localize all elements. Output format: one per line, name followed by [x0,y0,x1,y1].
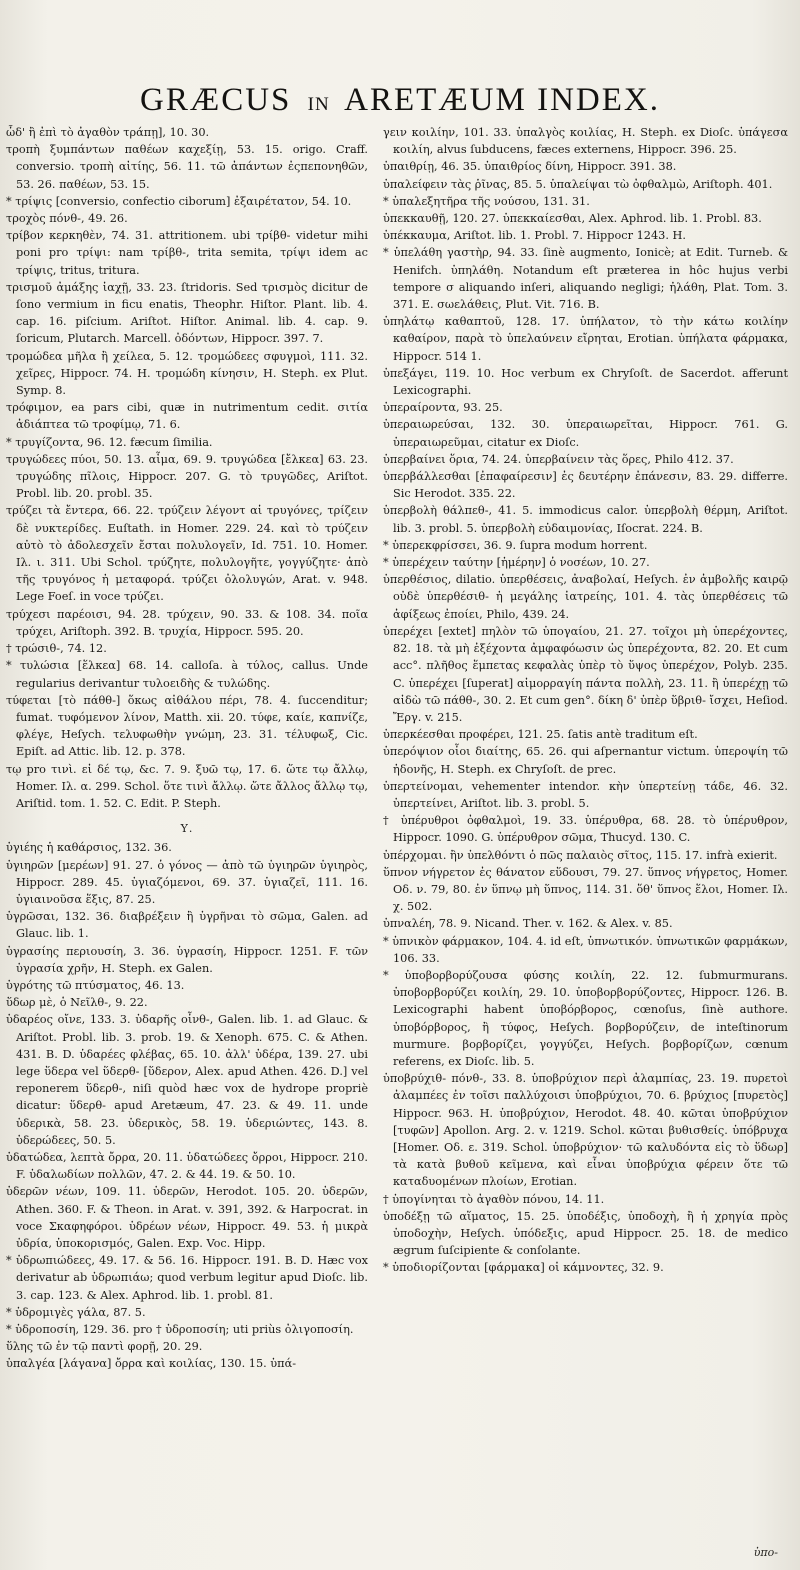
index-entry: * τρυγίζοντα, 96. 12. fæcum ſimilia. [6,435,213,449]
index-entry: ὑπαιθρίῃ, 46. 35. ὑπαιθρίος δίνη, Hippocr. 391. 38. [383,160,677,174]
index-entry: * ὑδρωπιώδεες, 49. 17. & 56. 16. Hippocr. 191. B. D. Hæc vox derivatur ab ὑδρωπιάω; quod verbum legitur apud Dioſc. lib. 3. cap. 123. & Alex. Aphrod. lib. 1. probl. 81. [6,1254,368,1302]
index-entry: ὑγρῶσαι, 132. 36. διαβρέξειν ἢ ὑγρῆναι τὸ σῶμα, Galen. ad Glauc. lib. 1. [6,910,368,941]
index-entry: * ὑπερέχειν ταύτην [ἡμέρην] ὁ νοσέων, 10. 27. [383,556,650,570]
index-entry: ὑπερκέεσθαι προφέρει, 121. 25. ſatis antè traditum eſt. [383,728,698,742]
index-entry: ὑδαρέος οἴνε, 133. 3. ὑδαρῆς οἶνθ-, Galen. lib. 1. ad Glauc. & Ariſtot. Probl. lib. 3. prob. 19. & Xenoph. 675. C. & Athen. 431. B. D. ὑδαρέες φλέβας, 65. 10. ἀλλ' ὑδέρα, 139. 27. ubi lege ὕδερα vel ὕδερθ- [ὕδερον, Alex. apud Athen. 426. D.] vel reponerem ὕδερθ-, niſi quòd hæc vox de hydrope propriè dicatur: ὕδερθ- apud Aretæum, 47. 23. & 49. 11. unde ὑδερικὰ, 58. 23. ὑδερικὸς, 58. 19. ὑδεριώντες, 143. 8. ὑδερώδεες, 50. 5. [6,1013,368,1147]
column-gutter [374,124,375,1534]
index-entry: γειν κοιλίην, 101. 33. ὑπαλγὸς κοιλίας, H. Steph. ex Dioſc. ὑπάγεσα κοιλίη, alvus ſubducens, fæces externens, Hippocr. 396. 25. [383,126,788,157]
index-entry: * τυλώσια [ἕλκεα] 68. 14. calloſa. à τύλος, callus. Unde regularius derivantur τυλοειδὴς & τυλώδης. [6,659,368,690]
index-entry: τρόφιμον, ea pars cibi, quæ in nutrimentum cedit. σιτία ἀδιάπτεα τῶ τροφίμῳ, 71. 6. [6,401,368,432]
index-entry: † ὑπέρυθροι ὀφθαλμοὶ, 19. 33. ὑπέρυθρα, 68. 28. τὸ ὑπέρυθρον, Hippocr. 1090. G. ὑπέρυθρον σῶμα, Thucyd. 130. C. [383,814,788,845]
index-entry: * ὑδρομιγὲς γάλα, 87. 5. [6,1305,146,1319]
index-entry: ὕλης τῶ ἐν τῷ παντὶ φορῇ, 20. 29. [6,1340,203,1354]
index-entry: τύφεται [τὸ πάθθ-] ὅκως αἰθάλου πέρι, 78. 4. ſuccenditur; fumat. τυφόμενον λίνον, Matth. xii. 20. τύφε, καίε, καπνίζε, φλέγε, Heſych. τελυφωθὴν γνώμη, 23. 31. τέλυφωξ, Cic. Epiſt. ad Attic. lib. 12. p. 378. [6,693,368,759]
index-entry: * ὑποβορβορύζουσα φύσης κοιλίη, 22. 12. ſubmurmurans. ὑποβορβορύζει κοιλίη, 29. 10. ὑποβορβορύζοντες, Hippocr. 126. B. Lexicographi habent ὑποβόρβορος, cœnoſus, ſinè authore. ὑποβόρβορος, ἢ τύφος, Heſych. βορβορύζειν, de inteſtinorum murmure. βορβορίζει, γογγύζει, Heſych. βορβορίζων, cœnum referens, ex Dioſc. lib. 5. [383,968,788,1068]
index-entry: ὑποδέξῃ τῶ αἵματος, 15. 25. ὑποδέξις, ὑποδοχὴ, ἢ ἡ χρηγία πρὸς ὑποδοχὴν, Heſych. ὑπόδεξις, apud Hippocr. 25. 18. de medico ægrum ſuſcipiente & conſolante. [383,1209,788,1258]
index-entry: * ὑδροποσίη, 129. 36. pro † ὑδροποσίη; uti priùs ὀλιγοποσίη. [6,1323,354,1337]
index-entry: * ὑποδιορίζονται [φάρμακα] οἱ κάμνοντες, 32. 9. [383,1261,664,1275]
index-entry: ὑπεραίροντα, 93. 25. [383,401,503,415]
index-entry: τρίβον κερκηθὲν, 74. 31. attritionem. ubi τρίβθ- videtur mihi poni pro τρίψι: nam τρίβθ-, trita semita, τρίψι idem ac τρίψις, tritus, tritura. [6,229,368,277]
index-entry: ὑπερόψιον οἷοι διαίτης, 65. 26. qui aſpernantur victum. ὑπεροψίη τῶ ἡδονῆς, H. Steph. ex Chryſoſt. de prec. [383,745,788,776]
index-entry: ὑπέκκαυμα, Ariſtot. lib. 1. Probl. 7. Hippocr 1243. H. [383,229,686,243]
index-entry: ὑπερτείνομαι, vehementer intendor. κὴν ὑπερτείνῃ τάδε, 46. 32. ὑπερτείνει, Ariſtot. lib. 3. probl. 5. [383,779,788,810]
index-entry: ὕπνον νήγρετον ἐς θάνατον εὕδουσι, 79. 27. ὕπνος νήγρετος, Homer. Οδ. ν. 79, 80. ἐν ὕπνῳ μὴ ὕπνος, 114. 31. ὅθ' ὕπνος ἕλοι, Homer. Ιλ. χ. 502. [383,865,788,914]
index-entry: ὑγιηρῶν [μερέων] 91. 27. ὁ γόνος — ἀπὸ τῶ ὑγιηρῶν ὑγιηρὸς, Hippocr. 289. 45. ὑγιαζόμενοι, 69. 37. ὑγιαζεῖ, 111. 16. ὑγιαινοῦσα ἕξις, 87. 25. [6,858,368,906]
left-column [6,124,368,1554]
index-entry: ὑπναλέη, 78. 9. Nicand. Ther. v. 162. & Alex. v. 85. [383,917,673,931]
index-entry: † ὑπογίνηται τὸ ἀγαθὸν πόνου, 14. 11. [383,1192,605,1206]
index-entry: * τρίψις [conversio, confectio ciborum] ἐξαιρέτατον, 54. 10. [6,194,352,208]
index-entry: τροπὴ ξυμπάντων παθέων καχεξίῃ, 53. 15. origo. Craff. conversio. τροπὴ αἰτίης, 56. 11. τῶ ἀπάντων ἐςπεπονηθῶν, 53. 26. παθέων, 53. 15. [6,143,368,191]
title-part1: GRÆCUS [140,82,292,118]
index-entry: ὑπερβολὴ θάλπεθ-, 41. 5. immodicus calor. ὑπερβολὴ θέρμη, Ariſtot. lib. 3. probl. 5. ὑπερβολὴ εὐδαιμονίας, Iſocrat. 224. B. [383,504,788,535]
index-entry: ὑπερέχει [extet] πηλὸν τῶ ὑπογαίου, 21. 27. τοῖχοι μὴ ὑπερέχοντες, 82. 18. τὰ μὴ ἐξέχοντα ἀμφαφόωσιν ὡς ὑπερέχοντα, 82. 20. Et cum acc°. πλῆθος ἕμπετας κεφαλὰς ὑπὲρ τὸ ὕψος ὑπερέχον, Polyb. 235. C. ὑπερέχει [ſuperat] αἱμορραγίη πάντα πολλὴ, 23. 11. ἢ ὑπερέχῃ τῶ αἰδὼ τῶ πάθθ-, 30. 2. Et cum gen°. δίκη δ' ὑπὲρ ὕβριθ- ἴσχει, Heſiod. Ἔργ. v. 215. [383,624,788,724]
index-entry: ὑποβρύχιθ- πόνθ-, 33. 8. ὑποβρύχιον περὶ ἀλαμπίας, 23. 19. πυρετοὶ ἀλαμπέες ἐν τοῖσι παλλύχοισι ὑποβρύχιοι, 70. 6. βρύχιος [πυρετὸς] Hippocr. 963. H. ὑποβρύχιον, Herodot. 48. 40. κῶται ὑποβρύχιον [τυφῶν] Apollon. Arg. 2. v. 1219. Schol. κῶται βυθισθείς. ὑπόβρυχα [Homer. Οδ. ε. 319. Schol. ὑποβρύχιον· τῶ καλυδόντα εἰς τὸ ὕδωρ] τὰ κατὰ βυθοῦ κεῖμενα, καὶ εἶναι ὑποβρύχια φέρειν ὅτε τῶ καταδυομένων πλοίων, Erotian. [383,1072,788,1189]
index-entry: ὑπεραιωρεύσαι, 132. 30. ὑπεραιωρεῖται, Hippocr. 761. G. ὑπεραιωρεῦμαι, citatur ex Dioſc. [383,418,788,449]
title-part2: ARETÆUM INDEX. [344,82,660,118]
index-entry: ὑπηλάτῳ καθαπτοῦ, 128. 17. ὑπήλατον, τὸ τὴν κάτω κοιλίην καθαίρον, παρὰ τὸ ὑπελαύνειν εἴρηται, Erotian. ὑπήλατα φάρμακα, Hippocr. 514 1. [383,315,788,363]
index-entry: ὑδερῶν νέων, 109. 11. ὑδερῶν, Herodot. 105. 20. ὑδερῶν, Athen. 360. F. & Theon. in Arat. v. 391, 392. & Harpocrat. in voce Σκαφηφόροι. ὑδρέων νέων, Hippocr. 49. 53. ἡ μικρὰ ὑδρία, ὑποκορισμός, Galen. Exp. Voc. Hipp. [6,1185,368,1250]
index-entry: τρισμοῦ ἀμάξης ἰαχῇ, 33. 23. ſtridoris. Sed τρισμὸς dicitur de ſono vermium in ficu enatis, Theophr. Hiſtor. Plant. lib. 4. cap. 16. piſcium. Ariſtot. Hiſtor. Animal. lib. 4. cap. 9. ſoricum, Plutarch. Marcell. ὀδόντων, Hippocr. 397. 7. [6,280,368,346]
index-entry: ὑγρότης τῶ πτύσματος, 46. 13. [6,978,185,992]
index-entry: τροχὸς πόνθ-, 49. 26. [6,212,128,226]
index-entry: ὑπέρχομαι. ἢν ὑπελθόντι ὁ πῶς παλαιὸς σῖτος, 115. 17. infrà exierit. [383,848,778,862]
index-entry: τρυγώδεες πύοι, 50. 13. αἷμα, 69. 9. τρυγώδεα [ἔλκεα] 63. 23. τρυγώδης πῖλοις, Hippocr. 207. G. τὸ τρυγῶδες, Ariſtot. Probl. lib. 20. probl. 35. [6,452,368,501]
page-title [0,82,800,119]
index-entry: ὑδατώδεα, λεπτὰ ὄρρα, 20. 11. ὑδατώδεες ὄρροι, Hippocr. 210. F. ὑδαλωδίων πολλῶν, 47. 2. & 44. 19. & 50. 10. [6,1150,368,1182]
index-entry: ὑπερβαίνει ὅρια, 74. 24. ὑπερβαίνειν τὰς ὅρες, Philo 412. 37. [383,452,734,466]
index-entry: τρύζει τὰ ἔντερα, 66. 22. τρύζειν λέγοντ αἱ τρυγόνες, τρίζειν δὲ νυκτερίδες. Euſtath. in Homer. 229. 24. καὶ τὸ τρύζειν αὐτὸ τὸ ἀδολεσχεῖν ἔσται πολυλογεῖν, Id. 751. 10. Homer. Ιλ. ι. 311. Ubi Schol. τρύζητε, πολυλογῆτε, γογγύζητε· ἀπὸ τῆς τρυγόνος ἡ μεταφορά. τρύζει ὀλολυγών, Arat. v. 948. Lege Foeſ. in voce τρύζει. [6,504,368,604]
index-entry: * ὑπνικὸν φάρμακον, 104. 4. id eſt, ὑπνωτικόν. ὑπνωτικῶν φαρμάκων, 106. 33. [383,934,788,965]
index-entry: ὑπεκκαυθῇ, 120. 27. ὑπεκκαίεσθαι, Alex. Aphrod. lib. 1. Probl. 83. [383,212,762,226]
title-in: IN [307,94,330,115]
index-entry: ὕδωρ μὲ, ὁ Νεῖλθ-, 9. 22. [6,996,148,1010]
index-entry: * ὑπαλεξητῆρα τῆς νούσου, 131. 31. [383,194,590,208]
index-entry: * ὑπελάθη γαστὴρ, 94. 33. ſinè augmento, Ionicè; at Edit. Turneb. & Henifch. ὑπηλάθη. Notandum eſt præterea in hôc hujus verbi tempore σ aliquando inſeri, aliquando negligi; ἠλάθη, Plat. Tom. 3. 371. E. σωελάθεις, Plut. Vit. 716. B. [383,246,788,312]
index-entry: ὑπαλείφειν τὰς ῥῖνας, 85. 5. ὑπαλείψαι τὼ ὀφθαλμὼ, Ariſtoph. 401. [383,177,773,191]
index-entry: † τρώσιθ-, 74. 12. [6,642,107,656]
index-entry: ὑπερβάλλεσθαι [ἐπαφαίρεσιν] ἐς δευτέρην ἐπάνεσιν, 83. 29. differre. Sic Herodot. 335. 22. [383,470,788,501]
index-entry: ὑπερθέσιος, dilatio. ὑπερθέσεις, ἀναβολαί, Heſych. ἐν ἀμβολῆς καιρῷ οὐδὲ ὑπερθέσιθ- ἡ μεγάλης ἰατρείης, 101. 4. τὰς ὑπερθέσεις τῶ ἀφίξεως ἐποίει, Philo, 439. 24. [383,573,788,621]
index-entry: ὑγιέης ἡ καθάρσιος, 132. 36. [6,841,172,855]
index-entry: ὧδ' ἢ ἐπὶ τὸ ἀγαθὸν τράπῃ], 10. 30. [6,126,210,139]
index-entry: τρύχεσι παρέοισι, 94. 28. τρύχειν, 90. 33. & 108. 34. ποῖα τρύχει, Ariſtoph. 392. B. τρυχία, Hippocr. 595. 20. [6,607,368,638]
index-entry: τρομώδεα μῆλα ἢ χείλεα, 5. 12. τρομώδεες σφυγμοὶ, 111. 32. χεῖρες, Hippocr. 74. H. τρομώδη κίνησιν, H. Steph. ex Plut. Symp. 8. [6,349,368,398]
index-entry: ὑγρασίης περιουσίη, 3. 36. ὑγρασίη, Hippocr. 1251. F. τῶν ὑγρασία χρῆν, H. Steph. ex Galen. [6,944,368,975]
index-entry: τῳ pro τινὶ. εἰ δέ τῳ, &c. 7. 9. ξυῶ τῳ, 17. 6. ὥτε τῳ ἄλλῳ, Homer. Ιλ. α. 299. Schol. ὅτε τινὶ ἄλλῳ. ὥτε ἄλλος ἄλλῳ τῳ, Ariſtid. tom. 1. 52. C. Edit. P. Steph. [6,762,368,810]
index-entry: * ὑπερεκφρίσσει, 36. 9. ſupra modum horrent. [383,538,648,552]
catchword: ὑπο- [753,1546,778,1559]
index-entry: ὑπεξάγει, 119. 10. Hoc verbum ex Chryſoſt. de Sacerdot. afferunt Lexicographi. [383,366,788,398]
section-letter: Υ. [180,822,194,836]
right-column [383,124,788,1534]
index-entry: ὑπαλγέα [λάγανα] ὄρρα καὶ κοιλίας, 130. 15. ὑπά- [6,1357,297,1371]
